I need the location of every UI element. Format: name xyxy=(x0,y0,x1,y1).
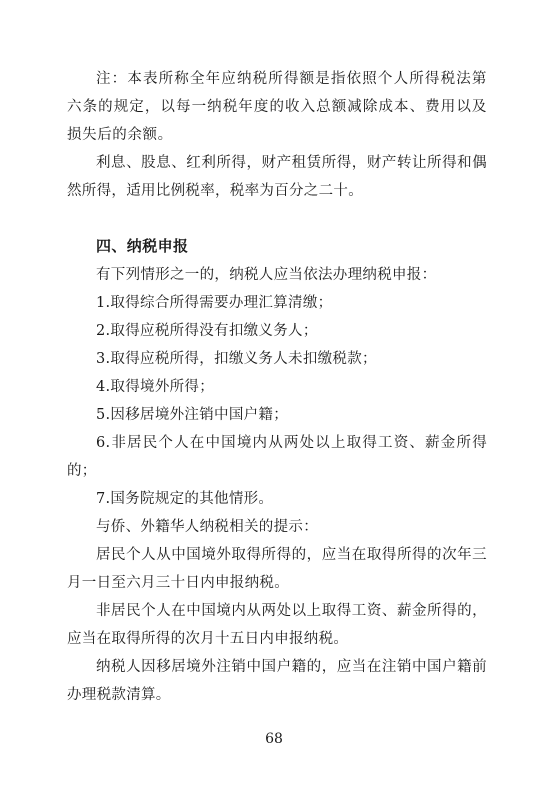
tip-paragraph: 非居民个人在中国境内从两处以上取得工资、薪金所得的，应当在取得所得的次月十五日内申报纳税。 xyxy=(67,603,487,647)
rate-paragraph: 利息、股息、红利所得，财产租赁所得，财产转让所得和偶然所得，适用比例税率，税率为百分之二十。 xyxy=(67,155,487,199)
list-item: 5.因移居境外注销中国户籍； xyxy=(96,407,289,423)
list-item: 1.取得综合所得需要办理汇算清缴； xyxy=(96,295,333,311)
intro-paragraph: 有下列情形之一的，纳税人应当依法办理纳税申报： xyxy=(96,267,437,283)
tip-paragraph: 居民个人从中国境外取得所得的，应当在取得所得的次年三月一日至六月三十日内申报纳税。 xyxy=(67,547,487,591)
list-item: 4.取得境外所得； xyxy=(96,379,215,395)
page-number: 68 xyxy=(265,731,283,747)
list-item: 7.国务院规定的其他情形。 xyxy=(96,491,274,507)
tips-intro: 与侨、外籍华人纳税相关的提示： xyxy=(96,519,318,535)
note-paragraph: 注：本表所称全年应纳税所得额是指依照个人所得税法第六条的规定，以每一纳税年度的收入总额减除成本、费用以及损失后的余额。 xyxy=(67,71,487,143)
list-item: 3.取得应税所得，扣缴义务人未扣缴税款； xyxy=(96,351,377,367)
tip-paragraph: 纳税人因移居境外注销中国户籍的，应当在注销中国户籍前办理税款清算。 xyxy=(67,659,487,703)
section-heading: 四、纳税申报 xyxy=(96,237,189,255)
list-item: 2.取得应税所得没有扣缴义务人； xyxy=(96,323,318,339)
list-item: 6.非居民个人在中国境内从两处以上取得工资、薪金所得的； xyxy=(67,435,487,479)
